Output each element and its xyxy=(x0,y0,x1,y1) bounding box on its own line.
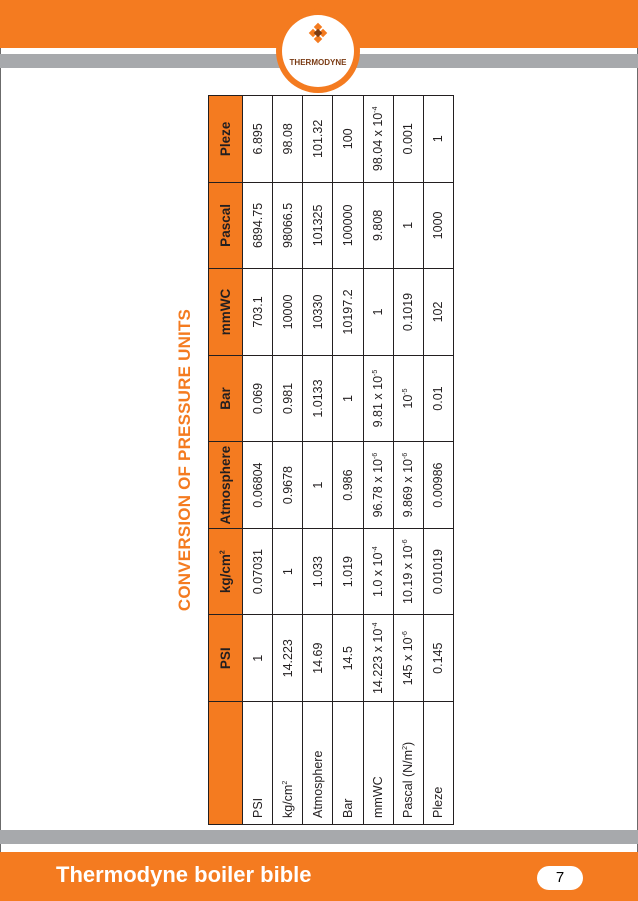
table-cell xyxy=(303,355,333,442)
table-cell xyxy=(243,615,273,702)
cell-value: 703.1 xyxy=(250,296,265,328)
table-cell xyxy=(363,269,393,356)
cell-exponent: -5 xyxy=(371,369,379,376)
cell-value: 9.869 x 10 xyxy=(401,459,416,518)
table-cell xyxy=(363,528,393,615)
table-cell xyxy=(333,182,363,269)
table-cell xyxy=(333,269,363,356)
cell-exponent: -6 xyxy=(402,539,410,546)
header-cell-corner xyxy=(209,702,243,825)
cell-exponent: -6 xyxy=(371,452,379,460)
table-cell xyxy=(243,355,273,442)
table-header-row xyxy=(209,96,243,825)
cell-value: 98066.5 xyxy=(280,202,295,248)
cell-value: 100000 xyxy=(340,204,355,247)
cell-value: 1 xyxy=(431,135,446,143)
row-label-text: mmWC xyxy=(371,776,386,818)
cell-value: 0.01 xyxy=(431,386,446,411)
header-cell xyxy=(209,442,243,529)
header-cell xyxy=(209,182,243,269)
row-label-superscript: 2 xyxy=(281,780,289,785)
table-cell xyxy=(303,269,333,356)
table-cell xyxy=(393,442,423,529)
table-cell xyxy=(423,96,453,183)
cell-value: 14.223 xyxy=(280,639,295,678)
row-label-text: Pleze xyxy=(431,786,446,818)
header-label: Atmosphere xyxy=(218,445,233,525)
cell-value: 10197.2 xyxy=(340,289,355,335)
table-cell xyxy=(273,182,303,269)
header-cell xyxy=(209,96,243,183)
header-label: kg/cm xyxy=(218,554,233,594)
footer-strip xyxy=(0,830,638,844)
row-label xyxy=(333,702,363,825)
table-cell xyxy=(423,182,453,269)
conversion-table xyxy=(208,95,454,825)
table-cell xyxy=(423,355,453,442)
cell-value: 6.895 xyxy=(250,123,265,155)
table-row xyxy=(303,96,333,825)
cell-value: 0.986 xyxy=(340,469,355,501)
table-cell xyxy=(393,269,423,356)
table-cell xyxy=(393,182,423,269)
table-cell xyxy=(423,615,453,702)
table-cell xyxy=(333,96,363,183)
table-cell xyxy=(243,269,273,356)
table-cell xyxy=(243,442,273,529)
cell-value: 98.08 xyxy=(280,123,295,155)
table-row xyxy=(363,96,393,825)
row-label-superscript: 2 xyxy=(402,746,410,750)
row-label-suffix: ) xyxy=(401,741,416,747)
table-cell xyxy=(363,355,393,442)
logo-diamond-icon xyxy=(306,22,330,54)
cell-exponent: -6 xyxy=(402,452,410,460)
header-label: mmWC xyxy=(218,288,233,336)
cell-exponent: -6 xyxy=(402,631,410,638)
cell-value: 0.00986 xyxy=(431,462,446,508)
table-cell xyxy=(393,615,423,702)
cell-exponent: -4 xyxy=(371,106,379,113)
table-cell xyxy=(363,96,393,183)
row-label-text: PSI xyxy=(250,797,265,818)
header-label: Bar xyxy=(218,387,233,410)
table-row xyxy=(273,96,303,825)
cell-value: 1000 xyxy=(431,211,446,240)
row-label xyxy=(303,702,333,825)
table-cell xyxy=(303,615,333,702)
cell-value: 14.223 x 10 xyxy=(371,628,386,695)
row-label-text: kg/cm xyxy=(280,784,295,818)
table-row xyxy=(243,96,273,825)
header-label: Pascal xyxy=(218,204,233,247)
cell-value: 1 xyxy=(371,308,386,316)
cell-value: 10330 xyxy=(310,294,325,330)
cell-value: 1 xyxy=(310,481,325,489)
cell-value: 102 xyxy=(431,301,446,323)
cell-value: 1 xyxy=(340,395,355,403)
cell-value: 9.808 xyxy=(371,209,386,242)
row-label-text: Atmosphere xyxy=(310,750,325,818)
footer-title: Thermodyne boiler bible xyxy=(56,862,312,887)
table-title: CONVERSION OF PRESSURE UNITS xyxy=(175,308,194,612)
table-cell xyxy=(243,182,273,269)
cell-value: 0.01019 xyxy=(431,549,446,595)
row-label xyxy=(273,702,303,825)
row-label-text: Pascal (N/m xyxy=(401,749,416,818)
header-cell xyxy=(209,528,243,615)
table-cell xyxy=(243,528,273,615)
cell-value: 10 xyxy=(401,394,416,409)
cell-value: 101.32 xyxy=(310,119,325,158)
logo-text: THERMODYNE xyxy=(289,58,347,67)
cell-value: 1 xyxy=(250,654,265,662)
cell-value: 0.07031 xyxy=(250,549,265,595)
cell-value: 10.19 x 10 xyxy=(401,545,416,604)
table-area xyxy=(170,95,460,825)
cell-value: 0.981 xyxy=(280,382,295,415)
cell-exponent: -4 xyxy=(371,622,379,629)
cell-value: 0.9678 xyxy=(280,465,295,505)
table-cell xyxy=(363,442,393,529)
table-cell xyxy=(423,442,453,529)
cell-value: 1 xyxy=(401,221,416,229)
table-row xyxy=(393,96,423,825)
table-cell xyxy=(333,615,363,702)
table-cell xyxy=(303,442,333,529)
cell-value: 101325 xyxy=(310,204,325,247)
row-label xyxy=(243,702,273,825)
header-label: Pleze xyxy=(218,121,233,157)
cell-value: 1.019 xyxy=(340,556,355,588)
cell-value: 1 xyxy=(280,568,295,576)
table-cell xyxy=(303,528,333,615)
table-cell xyxy=(303,96,333,183)
cell-value: 0.1019 xyxy=(401,292,416,332)
table-row xyxy=(423,96,453,825)
cell-value: 6894.75 xyxy=(250,202,265,248)
page-number: 7 xyxy=(537,866,583,890)
header-cell xyxy=(209,355,243,442)
cell-value: 14.5 xyxy=(340,646,355,671)
table-cell xyxy=(393,96,423,183)
table-cell xyxy=(303,182,333,269)
cell-value: 1.033 xyxy=(310,556,325,588)
row-label xyxy=(363,702,393,825)
cell-exponent: -5 xyxy=(402,388,410,395)
table-cell xyxy=(363,182,393,269)
cell-value: 9.81 x 10 xyxy=(371,375,386,428)
header-label: PSI xyxy=(218,647,233,670)
cell-value: 0.145 xyxy=(431,642,446,674)
cell-value: 145 x 10 xyxy=(401,637,416,686)
row-label-text: Bar xyxy=(340,798,355,818)
cell-value: 96.78 x 10 xyxy=(371,459,386,518)
table-cell xyxy=(333,528,363,615)
table-cell xyxy=(333,355,363,442)
cell-value: 0.069 xyxy=(250,382,265,415)
cell-value: 1.0 x 10 xyxy=(371,552,386,598)
table-cell xyxy=(243,96,273,183)
table-cell xyxy=(363,615,393,702)
table-cell xyxy=(393,528,423,615)
cell-value: 10000 xyxy=(280,294,295,330)
cell-value: 14.69 xyxy=(310,642,325,674)
table-row xyxy=(333,96,363,825)
table-cell xyxy=(273,269,303,356)
cell-value: 98.04 x 10 xyxy=(371,112,386,172)
table-cell xyxy=(273,355,303,442)
cell-exponent: -4 xyxy=(371,546,379,553)
table-cell xyxy=(423,269,453,356)
table-cell xyxy=(273,96,303,183)
cell-value: 1.0133 xyxy=(310,379,325,418)
table-cell xyxy=(423,528,453,615)
cell-value: 0.001 xyxy=(401,123,416,155)
row-label xyxy=(393,702,423,825)
table-cell xyxy=(273,615,303,702)
table-cell xyxy=(273,528,303,615)
header-cell xyxy=(209,615,243,702)
table-cell xyxy=(333,442,363,529)
header-cell xyxy=(209,269,243,356)
cell-value: 100 xyxy=(340,128,355,150)
header-superscript: 2 xyxy=(219,550,227,555)
table-cell xyxy=(273,442,303,529)
row-label xyxy=(423,702,453,825)
cell-value: 0.06804 xyxy=(250,462,265,508)
table-cell xyxy=(393,355,423,442)
